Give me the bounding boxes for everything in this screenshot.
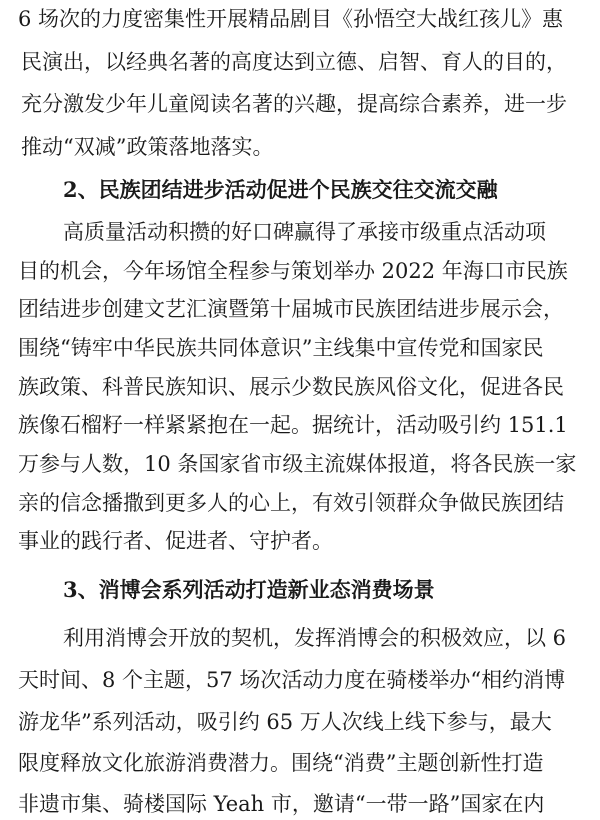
intro-line-3: 充分激发少年儿童阅读名著的兴趣，提高综合素养，进一步 [21,92,567,116]
section-2-line-1: 高质量活动积攒的好口碑赢得了承接市级重点活动项 [63,220,546,244]
section-2-line-4: 围绕“铸牢中华民族共同体意识”主线集中宣传党和国家民 [18,336,544,360]
section-2-line-6: 族像石榴籽一样紧紧抱在一起。据统计，活动吸引约 151.1 [18,413,568,437]
section-2-line-9: 事业的践行者、促进者、守护者。 [18,529,333,553]
section-2-line-8: 亲的信念播撒到更多人的心上，有效引领群众争做民族团结 [18,491,564,515]
intro-line-4: 推动“双减”政策落地落实。 [21,135,274,159]
section-3-line-1: 利用消博会开放的契机，发挥消博会的积极效应，以 6 [63,626,567,650]
section-2-line-2: 目的机会，今年场馆全程参与策划举办 2022 年海口市民族 [18,259,568,283]
section-3-line-5: 非遗市集、骑楼国际 Yeah 市，邀请“一带一路”国家在内 [18,792,545,816]
section-3-heading: 3、消博会系列活动打造新业态消费场景 [63,577,435,602]
intro-line-1: 6 场次的力度密集性开展精品剧目《孙悟空大战红孩儿》惠 [18,7,564,31]
section-2-line-3: 团结进步创建文艺汇演暨第十届城市民族团结进步展示会， [18,297,564,321]
section-2-line-7: 万参与人数，10 条国家省市级主流媒体报道，将各民族一家 [18,452,577,476]
section-2-line-5: 族政策、科普民族知识、展示少数民族风俗文化，促进各民 [18,375,564,399]
section-2-heading: 2、民族团结进步活动促进个民族交往交流交融 [63,177,498,202]
section-3-line-2: 天时间、8 个主题，57 场次活动力度在骑楼举办“相约消博 [18,668,566,692]
section-3-line-3: 游龙华”系列活动，吸引约 65 万人次线上线下参与，最大 [18,710,552,734]
section-3-line-4: 限度释放文化旅游消费潜力。围绕“消费”主题创新性打造 [18,751,544,775]
intro-line-2: 民演出，以经典名著的高度达到立德、启智、育人的目的， [21,50,567,74]
